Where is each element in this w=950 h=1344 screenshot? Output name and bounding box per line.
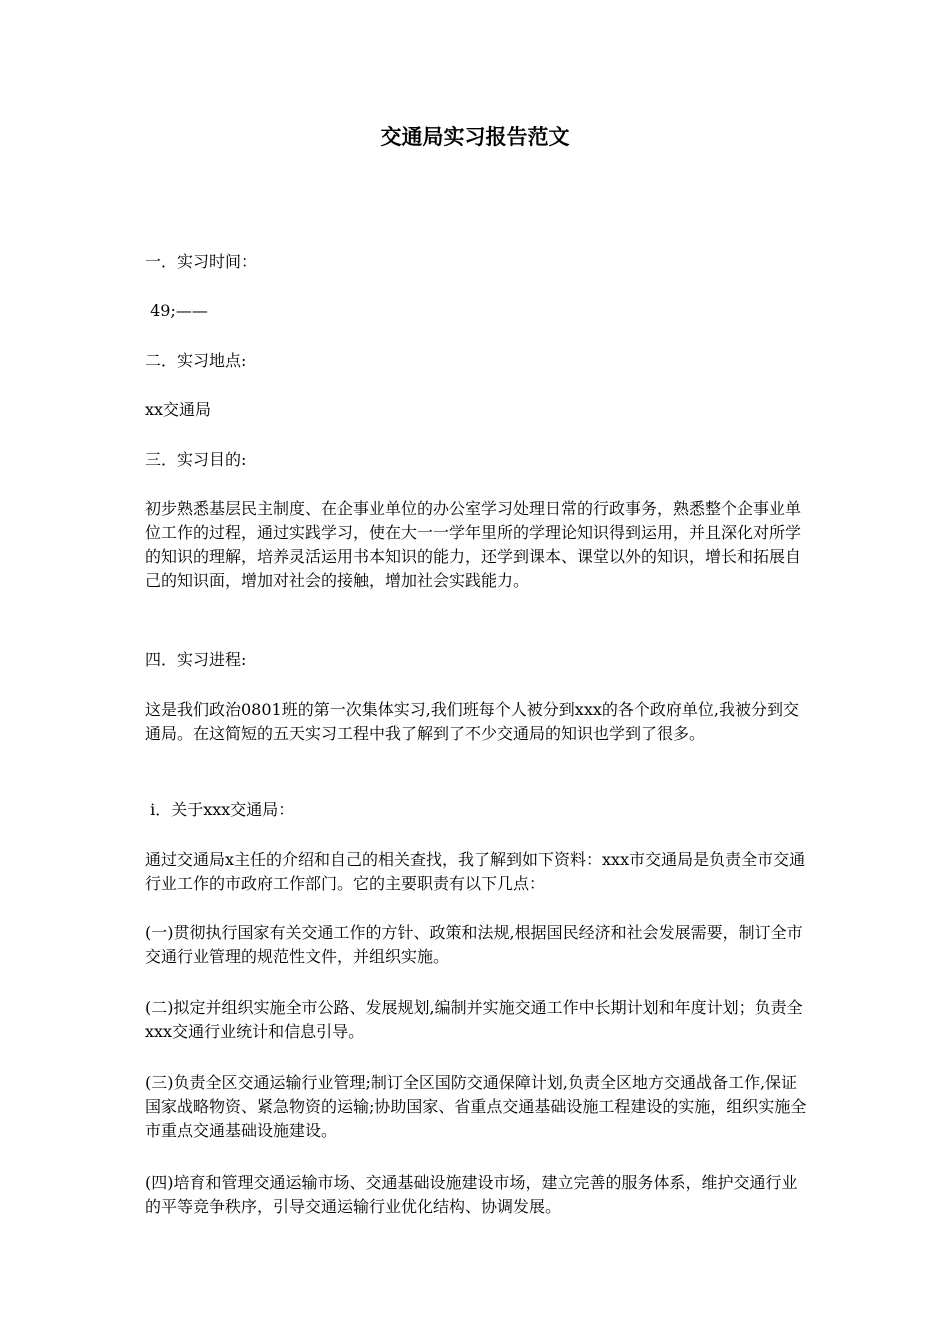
internship-time-value: 49;—— <box>145 301 208 320</box>
heading-internship-purpose: 三．实习目的: <box>145 450 247 469</box>
heading-internship-location: 二．实习地点: <box>145 351 247 370</box>
duty-item-3: (三)负责全区交通运输行业管理;制订全区国防交通保障计划,负责全区地方交通战备工作,保证国家战略物资、紧急物资的运输;协助国家、省重点交通基础设施工程建设的实施，组织实施全市重点交通基础设施建设。 <box>145 1073 807 1140</box>
about-bureau-intro: 通过交通局x主任的介绍和自己的相关查找，我了解到如下资料：xxx市交通局是负责全市交通行业工作的市政府工作部门。它的主要职责有以下几点： <box>145 850 806 893</box>
duty-item-1: (一)贯彻执行国家有关交通工作的方针、政策和法规,根据国民经济和社会发展需要，制订全市交通行业管理的规范性文件，并组织实施。 <box>145 923 803 966</box>
internship-location-value: xx交通局 <box>145 400 212 419</box>
duty-item-2: (二)拟定并组织实施全市公路、发展规划,编制并实施交通工作中长期计划和年度计划；负责全xxx交通行业统计和信息引导。 <box>145 998 803 1041</box>
document-title: 交通局实习报告范文 <box>380 124 570 149</box>
heading-internship-time: 一．实习时间： <box>145 252 258 271</box>
heading-internship-progress: 四．实习进程: <box>145 650 247 669</box>
internship-progress-text: 这是我们政治0801班的第一次集体实习,我们班每个人被分到xxx的各个政府单位,我被分到交通局。在这简短的五天实习工程中我了解到了不少交通局的知识也学到了很多。 <box>145 700 799 743</box>
heading-about-bureau: ⅰ．关于xxx交通局： <box>145 800 295 819</box>
internship-purpose-text: 初步熟悉基层民主制度、在企事业单位的办公室学习处理日常的行政事务，熟悉整个企事业单位工作的过程，通过实践学习，使在大一一学年里所的学理论知识得到运用，并且深化对所学的知识的理解，培养灵活运用书本知识的能力，还学到课本、课堂以外的知识，增长和拓展自己的知识面，增加对社会的接触，增加社会实践能力。 <box>145 499 802 590</box>
duty-item-4: (四)培育和管理交通运输市场、交通基础设施建设市场，建立完善的服务体系，维护交通行业的平等竞争秩序，引导交通运输行业优化结构、协调发展。 <box>145 1173 798 1216</box>
